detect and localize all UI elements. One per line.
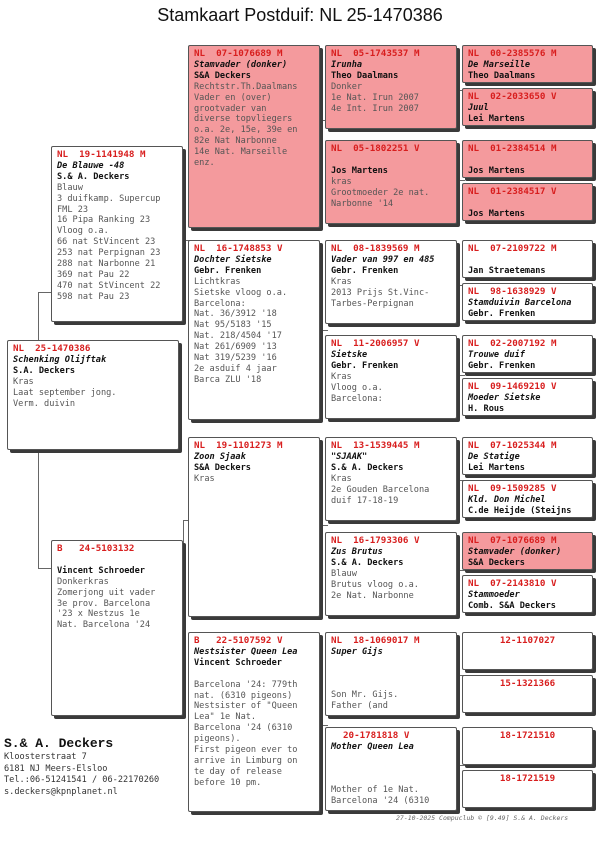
gen5-card[interactable] <box>462 335 593 373</box>
ring-number: 12-1107027 <box>499 635 556 646</box>
info-line: Donker <box>331 81 363 92</box>
info-line: Kras <box>331 371 352 382</box>
info-line: 2e asduif 4 jaar <box>194 363 277 374</box>
pigeon-name: Mother Queen Lea <box>331 741 414 752</box>
owner: Jos Martens <box>331 165 388 176</box>
info-line: Barca ZLU '18 <box>194 374 262 385</box>
great-grandparent-card[interactable] <box>325 532 457 616</box>
great-grandparent-card[interactable] <box>325 437 457 521</box>
ring-number: NL 19-1101273 M <box>194 440 283 451</box>
breeder-phone: Tel.:06-51241541 / 06-22170260 <box>4 775 160 785</box>
ring-number: NL 07-2109722 M <box>468 243 557 254</box>
info-line: Kras <box>331 473 352 484</box>
owner: Lei Martens <box>468 113 525 124</box>
pigeon-name: Vader van 997 en 485 <box>331 254 435 265</box>
gen5-card[interactable] <box>462 283 593 321</box>
ring-number: NL 25-1470386 <box>13 343 91 354</box>
info-line: Blauw <box>331 568 357 579</box>
info-line: Nat. 218/4504 '17 <box>194 331 282 342</box>
breeder-address: Kloosterstraat 7 <box>4 752 87 762</box>
info-line: Laat september jong. <box>13 387 117 398</box>
pigeon-name: Stamduivin Barcelona <box>468 297 572 308</box>
info-line: Rechtstr.Th.Daalmans <box>194 81 298 92</box>
breeder-name: S.& A. Deckers <box>4 736 114 751</box>
info-line: Nestsister of "Queen <box>194 701 298 712</box>
owner: Gebr. Frenken <box>331 265 399 276</box>
ring-number: NL 01-2384514 M <box>468 143 557 154</box>
owner: Gebr. Frenken <box>194 265 262 276</box>
owner: C.de Heijde (Steijns <box>468 505 572 516</box>
info-line: Vloog o.a. <box>57 226 109 237</box>
info-line: duif 17-18-19 <box>331 495 399 506</box>
info-line: nat. (6310 pigeons) <box>194 690 293 701</box>
owner: Theo Daalmans <box>468 70 536 81</box>
gen5-card[interactable] <box>462 45 593 83</box>
grandfather-paternal-card[interactable] <box>188 45 320 228</box>
info-line: enz. <box>194 158 215 169</box>
info-line: Nat. Barcelona '24 <box>57 620 151 631</box>
ring-number: NL 07-1076689 M <box>468 535 557 546</box>
pigeon-name: Sietske <box>331 349 368 360</box>
ring-number: NL 05-1743537 M <box>331 48 420 59</box>
info-line: Nat 261/6909 '13 <box>194 342 277 353</box>
pigeon-name: Trouwe duif <box>468 349 525 360</box>
owner: Jos Martens <box>468 165 525 176</box>
pigeon-name: Stamvader (donker) <box>194 59 288 70</box>
owner: Jos Martens <box>468 208 525 219</box>
connector-line <box>183 520 184 620</box>
pigeon-name: Juul <box>468 102 489 113</box>
ring-number: NL 09-1509285 V <box>468 483 557 494</box>
info-line: 2e Nat. Narbonne <box>331 590 414 601</box>
info-line: Kras <box>194 473 215 484</box>
gen5-card[interactable] <box>462 140 593 178</box>
owner: Gebr. Frenken <box>468 308 536 319</box>
info-line: 470 nat StVincent 22 <box>57 280 161 291</box>
ring-number: 20-1781818 V <box>343 730 410 741</box>
gen5-card[interactable] <box>462 378 593 416</box>
pigeon-name: Irunha <box>331 59 363 70</box>
info-line: 14e Nat. Marseille <box>194 147 288 158</box>
pigeon-name: De Marseille <box>468 59 531 70</box>
connector-line <box>457 180 465 181</box>
ring-number: NL 00-2385576 M <box>468 48 557 59</box>
info-line: Barcelona '24: 779th <box>194 679 298 690</box>
ring-number: B 22-5107592 V <box>194 635 283 646</box>
great-grandparent-card[interactable] <box>325 240 457 324</box>
info-line: Nat. 36/3912 '18 <box>194 309 277 320</box>
info-line: before 10 pm. <box>194 777 262 788</box>
connector-line <box>457 375 465 376</box>
ring-number: NL 09-1469210 V <box>468 381 557 392</box>
breeder-email[interactable]: s.deckers@kpnplanet.nl <box>4 786 118 797</box>
info-line: grootvader van <box>194 103 267 114</box>
page-title: Stamkaart Postduif: NL 25-1470386 <box>157 5 443 25</box>
pigeon-name: Kld. Don Michel <box>468 494 546 505</box>
info-line: Barcelona: <box>331 393 383 404</box>
pigeon-name: Zoon Sjaak <box>194 451 246 462</box>
great-grandparent-card[interactable] <box>325 140 457 224</box>
connector-line <box>38 292 39 340</box>
gen5-card[interactable] <box>462 532 593 570</box>
ring-number: NL 07-1025344 M <box>468 440 557 451</box>
connector-line <box>457 765 465 766</box>
info-line: Lichtkras <box>194 276 241 287</box>
father-card[interactable] <box>51 146 183 322</box>
info-line: 288 nat Narbonne 21 <box>57 259 156 270</box>
info-line: 3 duifkamp. Supercup <box>57 193 161 204</box>
info-line: Barcelona '24 (6310 <box>194 723 293 734</box>
ring-number: NL 16-1793306 V <box>331 535 420 546</box>
info-line: Nat 319/5239 '16 <box>194 353 277 364</box>
connector-line <box>320 725 328 726</box>
pigeon-name: Zus Brutus <box>331 546 383 557</box>
info-line: Barcelona '24 (6310 <box>331 796 430 807</box>
info-line: te day of release <box>194 766 282 777</box>
connector-line <box>457 570 465 571</box>
gen5-card[interactable] <box>462 437 593 475</box>
info-line: Mother of 1e Nat. <box>331 785 419 796</box>
info-line: Verm. duivin <box>13 398 76 409</box>
info-line: 253 nat Perpignan 23 <box>57 248 161 259</box>
pigeon-name: De Blauwe -48 <box>57 160 125 171</box>
info-line: Son Mr. Gijs. <box>331 690 399 701</box>
owner: S.& A. Deckers <box>331 557 404 568</box>
info-line: Tarbes-Perpignan <box>331 298 414 309</box>
owner: S.& A. Deckers <box>331 462 404 473</box>
owner: Vincent Schroeder <box>194 657 282 668</box>
owner: H. Rous <box>468 403 505 414</box>
ring-number: NL 16-1748853 V <box>194 243 283 254</box>
info-line: '23 x Nestzus 1e <box>57 609 140 620</box>
ring-number: NL 01-2384517 V <box>468 186 557 197</box>
info-line: Kras <box>331 276 352 287</box>
info-line: Lea" 1e Nat. <box>194 712 257 723</box>
info-line: FML 23 <box>57 204 89 215</box>
ring-number: NL 05-1802251 V <box>331 143 420 154</box>
info-line: 4e Int. Irun 2007 <box>331 103 419 114</box>
info-line: Nat 95/5183 '15 <box>194 320 272 331</box>
gen5-card[interactable] <box>462 575 593 613</box>
info-line: Father (and <box>331 701 388 712</box>
info-line: Zomerjong uit vader <box>57 587 156 598</box>
great-grandparent-card[interactable] <box>325 335 457 419</box>
gen5-card[interactable] <box>462 770 593 808</box>
ring-number: NL 13-1539445 M <box>331 440 420 451</box>
info-line: 598 nat Pau 23 <box>57 291 130 302</box>
info-line: Donkerkras <box>57 576 109 587</box>
gen5-card[interactable] <box>462 727 593 765</box>
breeder-info <box>4 736 159 798</box>
info-line: 1e Nat. Irun 2007 <box>331 92 419 103</box>
info-line: o.a. 2e, 15e, 39e en <box>194 125 298 136</box>
owner: Gebr. Frenken <box>331 360 399 371</box>
ring-number: NL 08-1839569 M <box>331 243 420 254</box>
ring-number: B 24-5103132 <box>57 543 135 554</box>
pigeon-name: Stamvader (donker) <box>468 546 562 557</box>
connector-line <box>320 525 328 526</box>
pigeon-name: De Statige <box>468 451 520 462</box>
gen5-card[interactable] <box>462 675 593 713</box>
pigeon-name: Stammoeder <box>468 589 520 600</box>
ring-number: NL 11-2006957 V <box>331 338 420 349</box>
info-line: 2013 Prijs St.Vinc- <box>331 287 430 298</box>
owner: Lei Martens <box>468 462 525 473</box>
info-line: Barcelona: <box>194 298 246 309</box>
owner: S&A Deckers <box>194 70 251 81</box>
great-grandparent-card[interactable] <box>325 727 457 811</box>
connector-line <box>183 160 184 240</box>
ring-number: 18-1721519 <box>499 773 556 784</box>
grandmother-paternal-card[interactable] <box>188 240 320 420</box>
info-line: 2e Gouden Barcelona <box>331 484 430 495</box>
owner: S.A. Deckers <box>13 365 76 376</box>
ring-number: 18-1721510 <box>499 730 556 741</box>
info-line: kras <box>331 176 352 187</box>
gen5-card[interactable] <box>462 183 593 221</box>
info-line: 66 nat StVincent 23 <box>57 237 156 248</box>
info-line: Kras <box>13 376 34 387</box>
info-line: pigeons). <box>194 734 241 745</box>
info-line: Grootmoeder 2e nat. <box>331 187 430 198</box>
pigeon-name: Dochter Sietske <box>194 254 272 265</box>
info-line: 16 Pipa Ranking 23 <box>57 215 151 226</box>
owner: S.& A. Deckers <box>57 171 130 182</box>
info-line: 3e prov. Barcelona <box>57 598 151 609</box>
info-line: Blauw <box>57 182 83 193</box>
great-grandparent-card[interactable] <box>325 45 457 129</box>
subject-card[interactable] <box>7 340 179 450</box>
info-line: 369 nat Pau 22 <box>57 269 130 280</box>
breeder-city: 6181 NJ Meers-Elsloo <box>4 763 108 774</box>
info-line: arrive in Limburg on <box>194 755 298 766</box>
ring-number: NL 98-1638929 V <box>468 286 557 297</box>
info-line: 82e Nat Narbonne <box>194 136 277 147</box>
pigeon-name: Super Gijs <box>331 646 383 657</box>
gen5-card[interactable] <box>462 632 593 670</box>
pigeon-name: "SJAAK" <box>331 451 368 462</box>
ring-number: NL 02-2033650 V <box>468 91 557 102</box>
pigeon-name: Schenking Olijftak <box>13 354 107 365</box>
great-grandparent-card[interactable] <box>325 632 457 716</box>
owner: Theo Daalmans <box>331 70 399 81</box>
gen5-card[interactable] <box>462 480 593 518</box>
ring-number: NL 02-2007192 M <box>468 338 557 349</box>
info-line: Vloog o.a. <box>331 382 383 393</box>
info-line: diverse topvliegers <box>194 114 293 125</box>
ring-number: NL 07-2143810 V <box>468 578 557 589</box>
footer-credit: 27-10-2025 Compuclub © [9.49] S.& A. Deckers <box>396 814 569 822</box>
owner: Comb. S&A Deckers <box>468 600 556 611</box>
pigeon-name: Moeder Sietske <box>468 392 541 403</box>
grandmother-maternal-card[interactable] <box>188 632 320 812</box>
mother-card[interactable] <box>51 540 183 716</box>
info-line: First pigeon ever to <box>194 745 298 756</box>
owner: Jan Straetemans <box>468 265 546 276</box>
owner: Vincent Schroeder <box>57 565 145 576</box>
gen5-card[interactable] <box>462 88 593 126</box>
ring-number: 15-1321366 <box>499 678 556 689</box>
gen5-card[interactable] <box>462 240 593 278</box>
info-line: Narbonne '14 <box>331 198 394 209</box>
connector-line <box>320 330 328 331</box>
owner: S&A Deckers <box>194 462 251 473</box>
info-line: Vader en (over) <box>194 92 272 103</box>
grandfather-maternal-card[interactable] <box>188 437 320 617</box>
ring-number: NL 18-1069017 M <box>331 635 420 646</box>
connector-line <box>38 450 39 568</box>
owner: S&A Deckers <box>468 557 525 568</box>
ring-number: NL 19-1141948 M <box>57 149 146 160</box>
pigeon-name: Nestsister Queen Lea <box>194 646 298 657</box>
owner: Gebr. Frenken <box>468 360 536 371</box>
info-line: Sietske vloog o.a. <box>194 287 288 298</box>
info-line: Brutus vloog o.a. <box>331 579 419 590</box>
ring-number: NL 07-1076689 M <box>194 48 283 59</box>
